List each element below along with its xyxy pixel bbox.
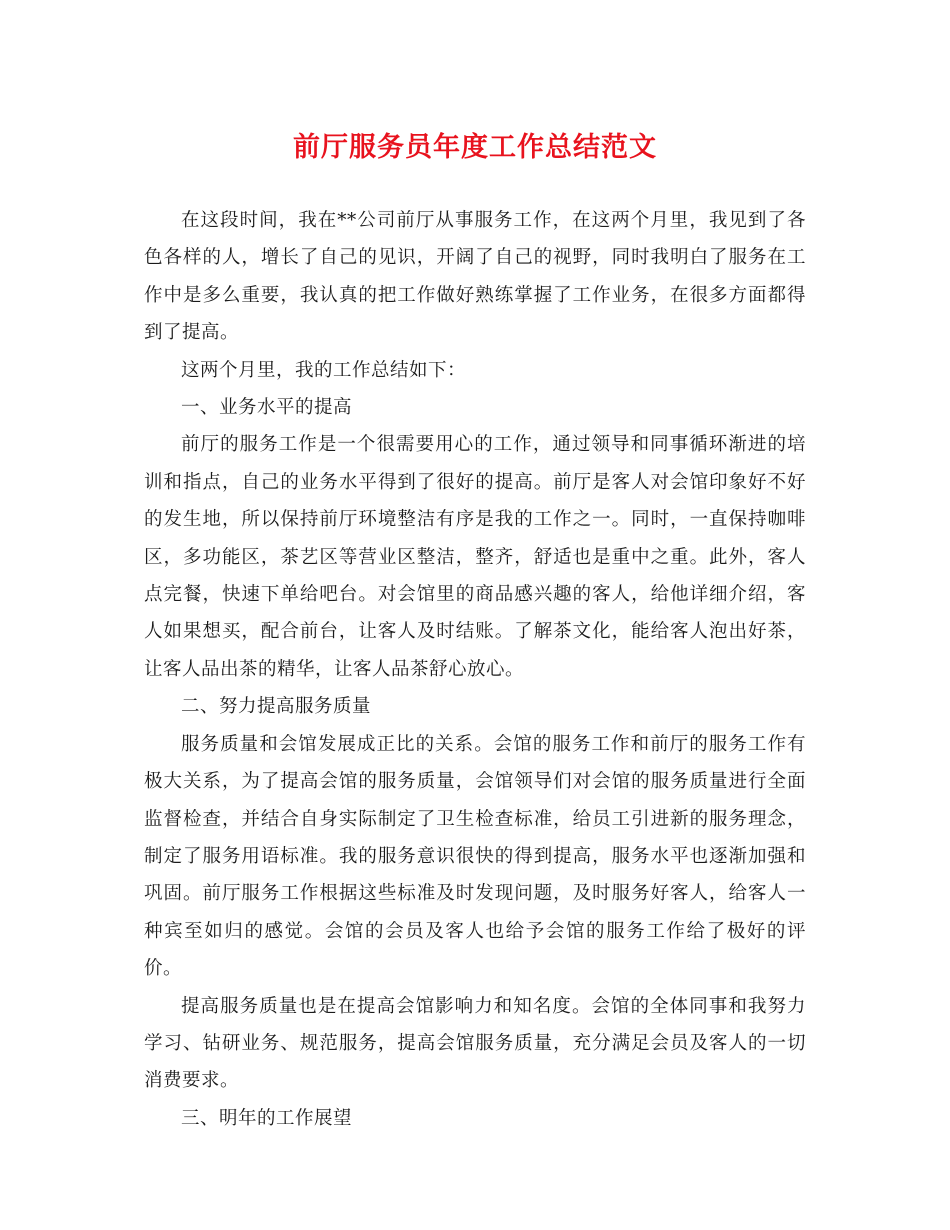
paragraph-section-2a: 服务质量和会馆发展成正比的关系。会馆的服务工作和前厅的服务工作有极大关系，为了提高会馆的服务质量，会馆领导们对会馆的服务质量进行全面监督检查，并结合自身实际制定了卫生检查标准，给员工引进新的服务理念，制定了服务用语标准。我的服务意识很快的得到提高，服务水平也逐渐加强和巩固。前厅服务工作根据这些标准及时发现问题，及时服务好客人，给客人一种宾至如归的感觉。会馆的会员及客人也给予会馆的服务工作给了极好的评价。 xyxy=(144,733,806,980)
document-body xyxy=(144,202,806,1137)
paragraph-section-2b: 提高服务质量也是在提高会馆影响力和知名度。会馆的全体同事和我努力学习、钻研业务、规范服务，提高会馆服务质量，充分满足会员及客人的一切消费要求。 xyxy=(144,995,806,1092)
paragraph-section-1: 前厅的服务工作是一个很需要用心的工作，通过领导和同事循环渐进的培训和指点，自己的业务水平得到了很好的提高。前厅是客人对会馆印象好不好的发生地，所以保持前厅环境整洁有序是我的工作之一。同时，一直保持咖啡区，多功能区，茶艺区等营业区整洁，整齐，舒适也是重中之重。此外，客人点完餐，快速下单给吧台。对会馆里的商品感兴趣的客人，给他详细介绍，客人如果想买，配合前台，让客人及时结账。了解茶文化，能给客人泡出好茶，让客人品出茶的精华，让客人品茶舒心放心。 xyxy=(144,434,806,680)
paragraph-intro: 在这段时间，我在**公司前厅从事服务工作，在这两个月里，我见到了各色各样的人，增长了自己的见识，开阔了自己的视野，同时我明白了服务在工作中是多么重要，我认真的把工作做好熟练掌握了工作业务，在很多方面都得到了提高。 xyxy=(144,210,806,344)
paragraph-summary-lead: 这两个月里，我的工作总结如下： xyxy=(181,359,467,381)
section-heading-3: 三、明年的工作展望 xyxy=(181,1107,353,1129)
section-heading-2: 二、努力提高服务质量 xyxy=(181,696,372,718)
section-heading-1: 一、业务水平的提高 xyxy=(181,397,353,419)
document-title: 前厅服务员年度工作总结范文 xyxy=(293,132,657,163)
